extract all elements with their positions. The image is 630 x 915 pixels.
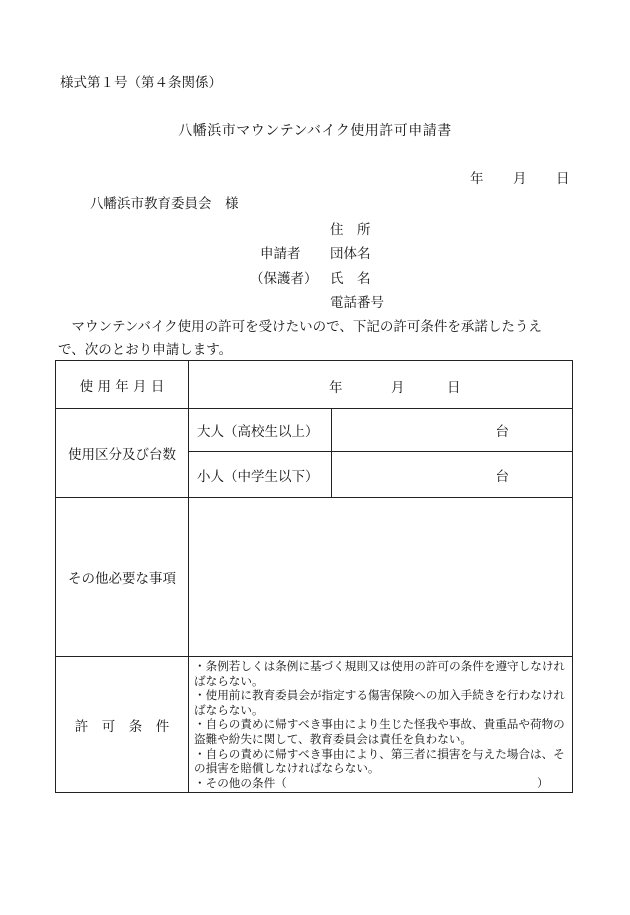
guardian-label: （保護者） (250, 271, 318, 287)
usage-category-label: 使用区分及び台数 (56, 409, 189, 498)
adult-unit: 台 (495, 424, 509, 440)
adult-count-field[interactable] (332, 409, 573, 452)
addressee: 八幡浜市教育委員会 様 (90, 196, 239, 212)
usage-date-label: 使 用 年 月 日 (56, 361, 189, 409)
conditions-list (189, 657, 573, 793)
page-title: 八幡浜市マウンテンバイク使用許可申請書 (178, 123, 452, 139)
other-row (56, 498, 573, 657)
usage-day-label: 日 (447, 380, 461, 396)
application-table (55, 360, 573, 793)
usage-year-label: 年 (329, 380, 343, 396)
condition-item: ・使用前に教育委員会が指定する傷害保険への加入手続きを行わなければならない。 (194, 688, 566, 717)
adult-label: 大人（高校生以上） (189, 409, 332, 452)
conditions-row (56, 657, 573, 793)
address-label: 住 所 (330, 222, 371, 238)
intro-line-1: マウンテンバイク使用の許可を受けたいので、下記の許可条件を承諾したうえ (71, 319, 542, 335)
condition-item: ・自らの責めに帰すべき事由により、第三者に損害を与えた場合は、その損害を賠償しなければならない。 (194, 746, 565, 776)
other-condition-item (194, 776, 566, 791)
usage-date-row (56, 361, 573, 409)
conditions-label: 許 可 条 件 (56, 657, 189, 793)
group-name-label: 団体名 (330, 246, 371, 262)
other-matters-field[interactable] (189, 498, 573, 657)
date-year-label: 年 (470, 171, 484, 187)
usage-date-field[interactable] (189, 361, 573, 409)
intro-line-2: で、次のとおり申請します。 (58, 342, 233, 358)
date-day-label: 日 (556, 171, 570, 187)
usage-month-label: 月 (391, 380, 405, 396)
other-condition-prefix: ・その他の条件（ (194, 775, 287, 790)
other-condition-suffix: ） (537, 775, 549, 790)
child-count-field[interactable] (332, 452, 573, 498)
intro-text (58, 316, 576, 362)
condition-item: ・条例若しくは条例に基づく規則又は使用の許可の条件を遵守しなければならない。 (194, 659, 566, 688)
date-month-label: 月 (513, 171, 527, 187)
condition-item: ・自らの責めに帰すべき事由により生じた怪我や事故、貴重品や荷物の盗難や紛失に関して、教育委員会は責任を負わない。 (194, 717, 565, 746)
adult-row (56, 409, 573, 452)
form-number: 様式第１号（第４条関係） (60, 75, 222, 91)
other-matters-label: その他必要な事項 (56, 498, 189, 657)
applicant-label: 申請者 (260, 246, 301, 262)
name-label: 氏 名 (330, 271, 371, 287)
child-unit: 台 (495, 468, 509, 485)
phone-label: 電話番号 (330, 295, 384, 311)
child-label: 小人（中学生以下） (189, 452, 332, 498)
